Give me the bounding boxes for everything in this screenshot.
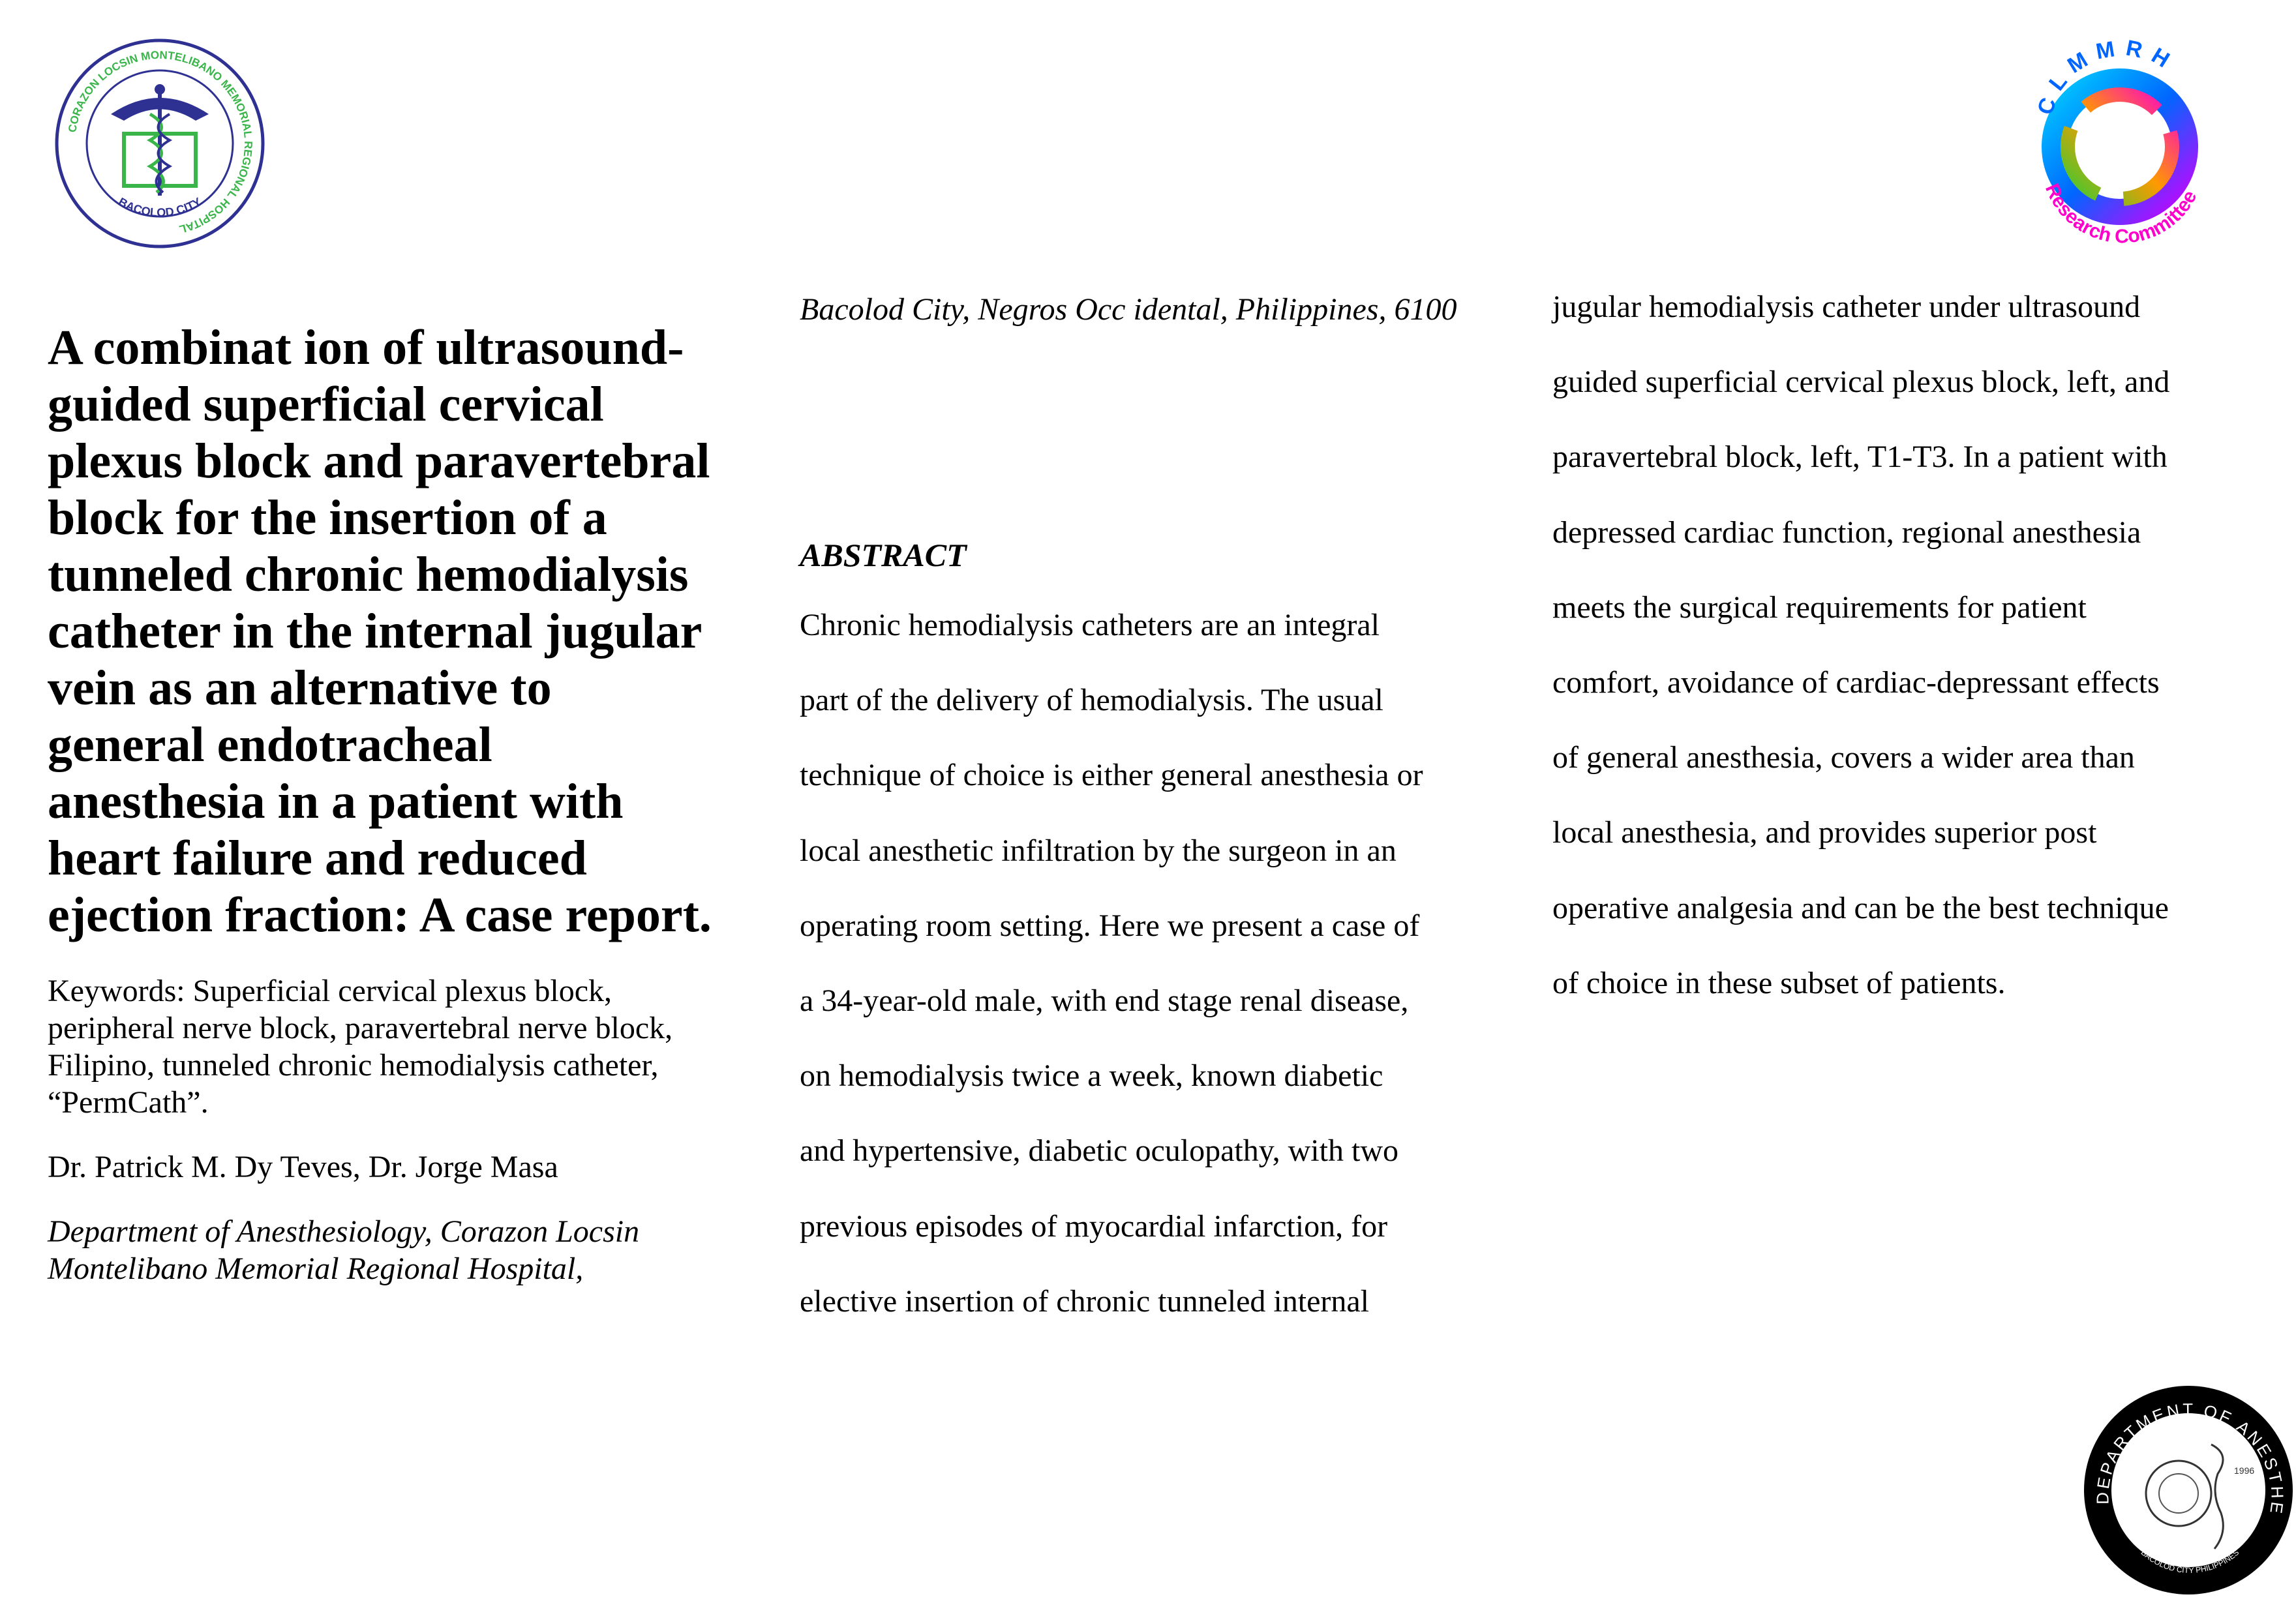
abstract-line: of choice in these subset of patients. bbox=[1552, 965, 2006, 1000]
affiliation-part-1: Department of Anesthesiology, Corazon Locsin Montelibano Memorial Regional Hospital, bbox=[48, 1214, 640, 1286]
column-1 bbox=[48, 320, 719, 1287]
hospital-seal-icon bbox=[52, 36, 267, 251]
abstract-line: jugular hemodialysis catheter under ultrasound bbox=[1552, 290, 2141, 324]
abstract-line: technique of choice is either general anesthesia or bbox=[800, 758, 1423, 793]
abstract-heading: ABSTRACT bbox=[800, 537, 967, 573]
department-seal-text: DEPARTMENT OF ANESTHE bbox=[2092, 1399, 2288, 1518]
abstract-line: elective insertion of chronic tunneled internal bbox=[800, 1283, 1369, 1319]
abstract-line: local anesthesia, and provides superior post bbox=[1552, 815, 2097, 850]
abstract-line: on hemodialysis twice a week, known diabetic bbox=[800, 1058, 1383, 1094]
abstract-line: previous episodes of myocardial infarction, for bbox=[800, 1208, 1388, 1244]
research-committee-acronym: CLMMRH bbox=[2032, 35, 2182, 118]
research-committee-logo-icon bbox=[2006, 26, 2228, 248]
abstract-line: part of the delivery of hemodialysis. The usual bbox=[800, 683, 1383, 718]
svg-text:BACOLOD CITY bbox=[116, 195, 204, 219]
abstract-line: comfort, avoidance of cardiac-depressant effects bbox=[1552, 665, 2160, 700]
keywords: Keywords: Superficial cervical plexus block, peripheral nerve block, paravertebral nerve block, Filipino, tunneled chronic hemodialysis catheter, “PermCath”. bbox=[48, 974, 673, 1120]
abstract-line: Chronic hemodialysis catheters are an integral bbox=[800, 608, 1380, 642]
hospital-seal-city: BACOLOD CITY bbox=[116, 195, 204, 220]
abstract-text-col2 bbox=[800, 606, 1423, 1358]
authors: Dr. Patrick M. Dy Teves, Dr. Jorge Masa bbox=[48, 1150, 558, 1184]
abstract-line: operating room setting. Here we present a case of bbox=[800, 908, 1420, 943]
abstract-line: paravertebral block, left, T1-T3. In a patient with bbox=[1552, 440, 2168, 475]
abstract-line: of general anesthesia, covers a wider area than bbox=[1552, 740, 2135, 775]
abstract-text-col3 bbox=[1552, 288, 2169, 1040]
abstract-line: local anesthetic infiltration by the surgeon in an bbox=[800, 833, 1397, 868]
hospital-seal-text: CORAZON LOCSIN MONTELIBANO MEMORIAL REGIONAL HOSPITAL bbox=[66, 48, 255, 236]
abstract-line: a 34-year-old male, with end stage renal disease, bbox=[800, 983, 1409, 1018]
affiliation-part-2: Bacolod City, Negros Occ idental, Philippines, 6100 bbox=[800, 292, 1457, 327]
abstract-line: meets the surgical requirements for patient bbox=[1552, 590, 2087, 625]
department-anesthesiology-seal-icon bbox=[2081, 1383, 2296, 1598]
paper-title: A combinat ion of ultrasound-guided superficial cervical plexus block and paravertebral block for the insertion of a tunneled chronic hemodialysis catheter in the internal jugular vein as an alternative to general endotracheal anesthesia in a patient with heart failure and reduced ejection fraction: A case report. bbox=[48, 320, 712, 942]
abstract-line: guided superficial cervical plexus block, left, and bbox=[1552, 365, 2170, 400]
abstract-line: depressed cardiac function, regional anesthesia bbox=[1552, 515, 2141, 550]
abstract-line: and hypertensive, diabetic oculopathy, with two bbox=[800, 1133, 1398, 1169]
research-committee-subtitle: Research Committee bbox=[2040, 180, 2201, 248]
department-seal-city: BACOLOD CITY PHILIPPINES bbox=[2139, 1548, 2241, 1575]
department-seal-year: 1996 bbox=[2234, 1465, 2255, 1476]
abstract-line: operative analgesia and can be the best technique bbox=[1552, 890, 2169, 925]
